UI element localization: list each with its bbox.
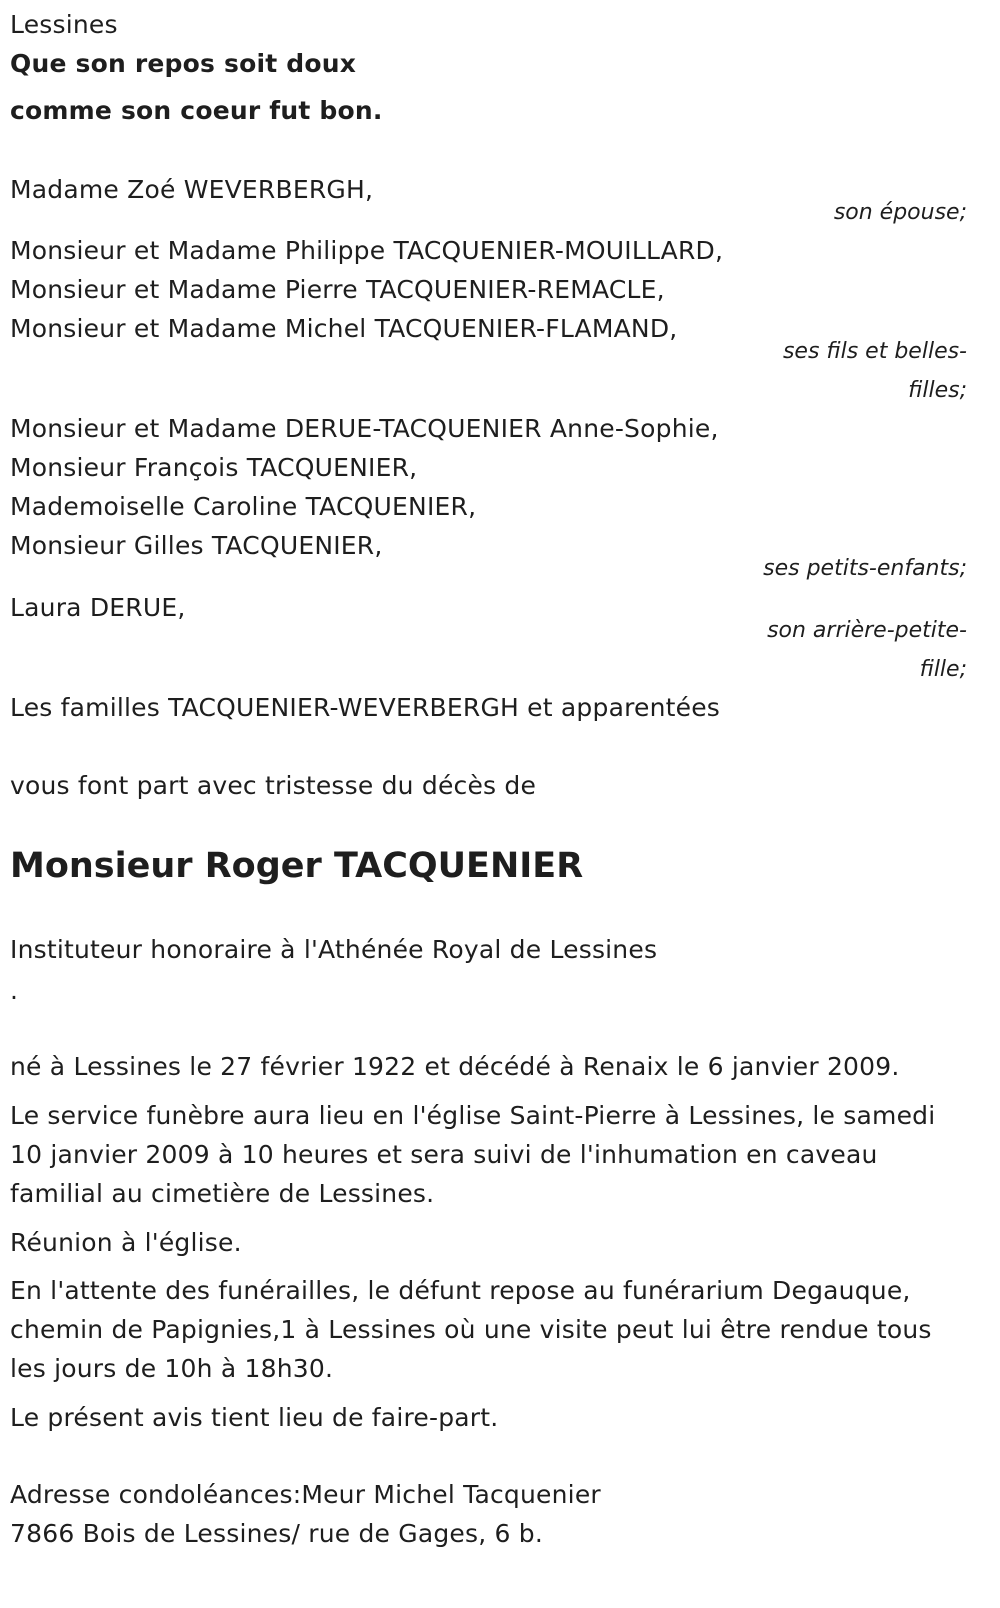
visitation-paragraph: En l'attente des funérailles, le défunt repose au funérarium Degauque, chemin de Papignies,1 à Lessines où une visite peut lui être rendue tous les jours de 10h à 18h30. — [10, 1276, 932, 1383]
children-role-line-2: filles; — [908, 378, 967, 403]
spouse-role: son épouse; — [833, 200, 967, 225]
deceased-title-dot: . — [10, 976, 19, 1005]
announcement: vous font part avec tristesse du décès de — [10, 771, 537, 800]
spouse-name: Madame Zoé WEVERBERGH, — [10, 175, 374, 204]
grandchild-1: Monsieur et Madame DERUE-TACQUENIER Anne-Sophie, — [10, 414, 719, 443]
notice-paragraph: Le présent avis tient lieu de faire-part. — [10, 1403, 499, 1432]
child-1: Monsieur et Madame Philippe TACQUENIER-MOUILLARD, — [10, 236, 724, 265]
location: Lessines — [10, 10, 118, 39]
grandchild-2: Monsieur François TACQUENIER, — [10, 453, 418, 482]
deceased-name: Monsieur Roger TACQUENIER — [10, 846, 584, 886]
epitaph-line-1: Que son repos soit doux — [10, 49, 357, 78]
grandchild-4: Monsieur Gilles TACQUENIER, — [10, 531, 383, 560]
service-paragraph: Le service funèbre aura lieu en l'église Saint-Pierre à Lessines, le samedi 10 janvier 2009 à 10 heures et sera suivi de l'inhumation en caveau familial au cimetière de Lessines. — [10, 1101, 936, 1208]
child-2: Monsieur et Madame Pierre TACQUENIER-REMACLE, — [10, 275, 665, 304]
birth-death-line: né à Lessines le 27 février 1922 et décédé à Renaix le 6 janvier 2009. — [10, 1052, 900, 1081]
deceased-title: Instituteur honoraire à l'Athénée Royal de Lessines — [10, 935, 658, 964]
children-role-line-1: ses fils et belles- — [782, 339, 967, 364]
families-line: Les familles TACQUENIER-WEVERBERGH et apparentées — [10, 693, 721, 722]
great-grandchild-role-line-2: fille; — [919, 657, 967, 682]
grandchildren-role: ses petits-enfants; — [763, 556, 967, 581]
meeting-paragraph: Réunion à l'église. — [10, 1228, 242, 1257]
condolences-line-2: 7866 Bois de Lessines/ rue de Gages, 6 b. — [10, 1519, 543, 1548]
child-3: Monsieur et Madame Michel TACQUENIER-FLAMAND, — [10, 314, 678, 343]
condolences-line-1: Adresse condoléances:Meur Michel Tacquenier — [10, 1480, 601, 1509]
great-grandchild: Laura DERUE, — [10, 593, 186, 622]
epitaph-line-2: comme son coeur fut bon. — [10, 96, 383, 125]
grandchild-3: Mademoiselle Caroline TACQUENIER, — [10, 492, 477, 521]
great-grandchild-role-line-1: son arrière-petite- — [767, 618, 967, 643]
